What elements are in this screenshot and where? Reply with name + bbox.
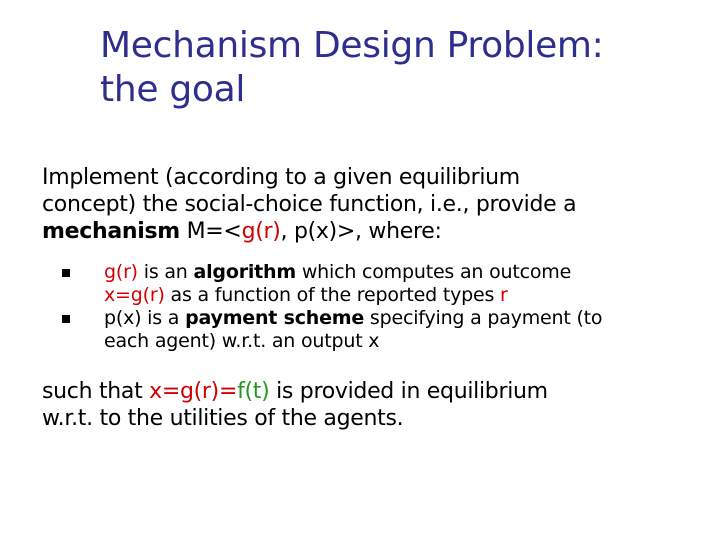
bullet-2-line-1	[104, 307, 702, 330]
algorithm-term: algorithm	[193, 261, 296, 283]
bullet-2-text-b: specifying a payment (to	[364, 307, 603, 329]
bullet-1-line-1	[104, 261, 702, 284]
slide-title	[100, 24, 700, 112]
intro-paragraph	[42, 164, 702, 245]
bullet-1-g-of-r: g(r)	[104, 261, 138, 283]
bullet-1-line-2	[104, 284, 702, 307]
conclusion-paragraph	[42, 378, 702, 432]
conclusion-red-part: x=g(r)=	[149, 379, 238, 404]
conclusion-line-1	[42, 378, 702, 405]
bullet-1-text-a: is an	[137, 261, 194, 283]
bullet-1-outcome: x=g(r)	[104, 284, 165, 306]
title-line-1: Mechanism Design Problem:	[100, 25, 604, 66]
bullet-2-text-a: p(x) is a	[104, 307, 186, 329]
conclusion-f-of-t: f(t)	[237, 379, 270, 404]
intro-g-of-r: g(r)	[241, 219, 281, 244]
conclusion-line-2: w.r.t. to the utilities of the agents.	[42, 406, 404, 431]
bullet-2-line-2: each agent) w.r.t. an output x	[104, 330, 380, 352]
bullet-1-line-2-text: as a function of the reported types	[164, 284, 501, 306]
square-bullet-icon	[62, 269, 70, 277]
mechanism-term: mechanism	[42, 219, 180, 244]
intro-line-3	[42, 218, 702, 245]
payment-scheme-term: payment scheme	[185, 307, 365, 329]
intro-line-3-a: M=<	[179, 219, 242, 244]
intro-line-1: Implement (according to a given equilibrium	[42, 165, 520, 190]
list-item	[62, 307, 702, 353]
intro-line-3-b: , p(x)>, where:	[280, 219, 442, 244]
bullet-list	[62, 261, 702, 353]
bullet-1-text-b: which computes an outcome	[295, 261, 572, 283]
conclusion-text-b: is provided in equilibrium	[269, 379, 548, 404]
intro-line-2: concept) the social-choice function, i.e., provide a	[42, 192, 577, 217]
list-item	[62, 261, 702, 307]
bullet-1-reported-types: r	[500, 284, 508, 306]
title-line-2: the goal	[100, 69, 246, 110]
conclusion-text-a: such that	[42, 379, 150, 404]
square-bullet-icon	[62, 315, 70, 323]
